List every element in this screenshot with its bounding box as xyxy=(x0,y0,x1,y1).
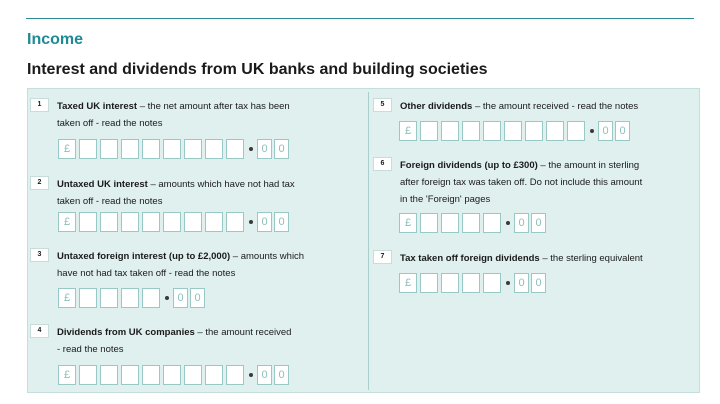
decimal-point xyxy=(506,281,510,285)
pound-sign-box[interactable]: £ xyxy=(58,365,76,385)
digit-box[interactable] xyxy=(184,365,202,385)
decimal-point xyxy=(249,220,253,224)
digit-box[interactable] xyxy=(142,212,160,232)
digit-box[interactable] xyxy=(441,121,459,141)
question-desc-line2: taken off - read the notes xyxy=(57,196,163,207)
question-text xyxy=(400,98,638,115)
question-desc-line1: – the sterling equivalent xyxy=(539,253,643,264)
digit-box[interactable] xyxy=(163,365,181,385)
digit-box[interactable] xyxy=(420,273,438,293)
digit-box[interactable] xyxy=(163,139,181,159)
question-text xyxy=(400,157,642,208)
question-text xyxy=(57,98,290,132)
pence-box: 0 xyxy=(173,288,188,308)
digit-box[interactable] xyxy=(121,139,139,159)
question-title: Dividends from UK companies xyxy=(57,327,195,338)
question-number: 4 xyxy=(30,324,49,338)
question-title: Tax taken off foreign dividends xyxy=(400,253,540,264)
digit-box[interactable] xyxy=(205,139,223,159)
digit-box[interactable] xyxy=(184,212,202,232)
pence-box: 0 xyxy=(190,288,205,308)
pence-box: 0 xyxy=(274,139,289,159)
pound-sign-box[interactable]: £ xyxy=(399,121,417,141)
pence-box: 0 xyxy=(257,365,272,385)
question-desc-line3: in the 'Foreign' pages xyxy=(400,194,491,205)
pence-box: 0 xyxy=(615,121,630,141)
question-number: 5 xyxy=(373,98,392,112)
digit-box[interactable] xyxy=(205,365,223,385)
decimal-point xyxy=(165,296,169,300)
digit-box[interactable] xyxy=(462,213,480,233)
pence-box: 0 xyxy=(598,121,613,141)
amount-field[interactable] xyxy=(399,273,548,293)
question-7 xyxy=(373,250,693,300)
digit-box[interactable] xyxy=(483,273,501,293)
digit-box[interactable] xyxy=(79,212,97,232)
pence-box: 0 xyxy=(514,273,529,293)
digit-box[interactable] xyxy=(441,273,459,293)
digit-box[interactable] xyxy=(121,288,139,308)
digit-box[interactable] xyxy=(79,139,97,159)
digit-box[interactable] xyxy=(462,273,480,293)
question-title: Untaxed UK interest xyxy=(57,179,148,190)
question-desc-line1: – the amount received - read the notes xyxy=(472,101,639,112)
pence-box: 0 xyxy=(274,365,289,385)
decimal-point xyxy=(506,221,510,225)
question-desc-line2: taken off - read the notes xyxy=(57,118,163,129)
digit-box[interactable] xyxy=(79,288,97,308)
digit-box[interactable] xyxy=(441,213,459,233)
decimal-point xyxy=(249,373,253,377)
question-number: 6 xyxy=(373,157,392,171)
section-heading: Income xyxy=(27,31,84,48)
question-desc-line1: – amounts which xyxy=(230,251,305,262)
question-text xyxy=(57,324,291,358)
digit-box[interactable] xyxy=(184,139,202,159)
question-desc-line1: – the amount in sterling xyxy=(537,160,640,171)
question-4 xyxy=(30,324,360,389)
question-title: Taxed UK interest xyxy=(57,101,138,112)
amount-field[interactable] xyxy=(58,139,291,159)
question-title: Other dividends xyxy=(400,101,473,112)
amount-field[interactable] xyxy=(58,365,291,385)
digit-box[interactable] xyxy=(226,365,244,385)
question-title: Foreign dividends (up to £300) xyxy=(400,160,538,171)
amount-field[interactable] xyxy=(58,212,291,232)
column-divider xyxy=(368,92,369,390)
question-1 xyxy=(30,98,360,163)
question-number: 2 xyxy=(30,176,49,190)
question-desc-line1: – the net amount after tax has been xyxy=(137,101,290,112)
digit-box[interactable] xyxy=(546,121,564,141)
amount-field[interactable] xyxy=(58,288,207,308)
question-number: 7 xyxy=(373,250,392,264)
question-2 xyxy=(30,176,360,241)
digit-box[interactable] xyxy=(525,121,543,141)
question-text xyxy=(57,248,304,282)
question-number: 3 xyxy=(30,248,49,262)
digit-box[interactable] xyxy=(100,288,118,308)
pence-box: 0 xyxy=(257,212,272,232)
digit-box[interactable] xyxy=(100,365,118,385)
pence-box: 0 xyxy=(531,213,546,233)
digit-box[interactable] xyxy=(462,121,480,141)
pound-sign-box[interactable]: £ xyxy=(58,212,76,232)
digit-box[interactable] xyxy=(100,212,118,232)
question-5 xyxy=(373,98,693,148)
digit-box[interactable] xyxy=(205,212,223,232)
digit-box[interactable] xyxy=(163,212,181,232)
digit-box[interactable] xyxy=(226,212,244,232)
pound-sign-box[interactable]: £ xyxy=(399,213,417,233)
digit-box[interactable] xyxy=(483,213,501,233)
digit-box[interactable] xyxy=(142,365,160,385)
digit-box[interactable] xyxy=(142,288,160,308)
question-3 xyxy=(30,248,360,313)
digit-box[interactable] xyxy=(504,121,522,141)
pound-sign-box[interactable]: £ xyxy=(58,139,76,159)
decimal-point xyxy=(249,147,253,151)
question-desc-line1: – amounts which have not had tax xyxy=(147,179,295,190)
digit-box[interactable] xyxy=(142,139,160,159)
question-number: 1 xyxy=(30,98,49,112)
pound-sign-box[interactable]: £ xyxy=(399,273,417,293)
digit-box[interactable] xyxy=(226,139,244,159)
section-subheading: Interest and dividends from UK banks and building societies xyxy=(27,61,488,78)
question-desc-line2: - read the notes xyxy=(57,344,124,355)
question-desc-line1: – the amount received xyxy=(194,327,292,338)
amount-field[interactable] xyxy=(399,121,632,141)
digit-box[interactable] xyxy=(420,213,438,233)
amount-field[interactable] xyxy=(399,213,548,233)
pence-box: 0 xyxy=(514,213,529,233)
question-desc-line2: have not had tax taken off - read the notes xyxy=(57,268,236,279)
question-desc-line2: after foreign tax was taken off. Do not include this amount xyxy=(400,177,643,188)
top-rule xyxy=(26,18,694,19)
digit-box[interactable] xyxy=(100,139,118,159)
pence-box: 0 xyxy=(274,212,289,232)
pound-sign-box[interactable]: £ xyxy=(58,288,76,308)
pence-box: 0 xyxy=(257,139,272,159)
question-title: Untaxed foreign interest (up to £2,000) xyxy=(57,251,231,262)
digit-box[interactable] xyxy=(121,365,139,385)
decimal-point xyxy=(590,129,594,133)
question-text xyxy=(400,250,643,267)
question-text xyxy=(57,176,295,210)
question-6 xyxy=(373,157,693,237)
digit-box[interactable] xyxy=(420,121,438,141)
digit-box[interactable] xyxy=(121,212,139,232)
pence-box: 0 xyxy=(531,273,546,293)
digit-box[interactable] xyxy=(79,365,97,385)
digit-box[interactable] xyxy=(567,121,585,141)
digit-box[interactable] xyxy=(483,121,501,141)
